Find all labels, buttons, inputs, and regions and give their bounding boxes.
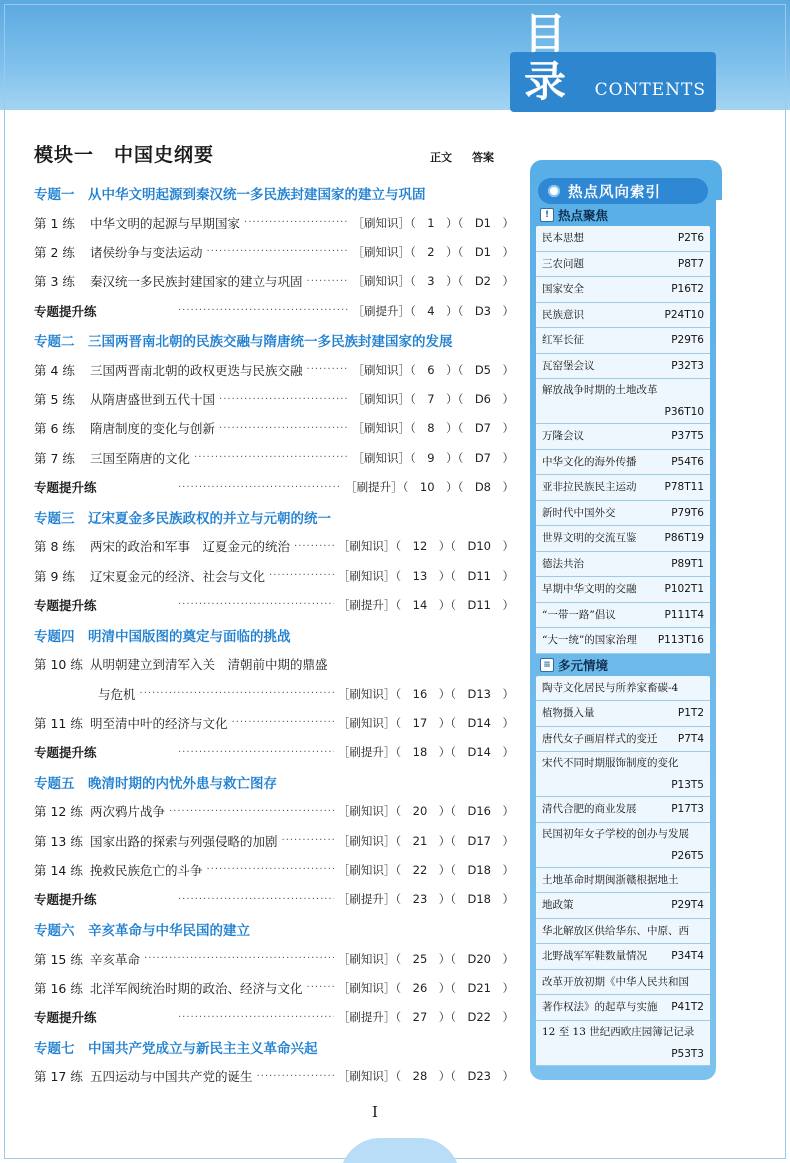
entry-title: 北洋军阀统治时期的政治、经济与文化 (90, 980, 303, 996)
index-item-page: P79T6 (671, 506, 704, 519)
index-item-name: 解放战争时期的土地改革 (542, 384, 658, 396)
section-title-text: 多元情境 (558, 657, 609, 673)
entry-title: 与危机 (98, 686, 136, 702)
index-item[interactable] (536, 868, 710, 894)
entry-title: 从隋唐盛世到五代十国 (90, 392, 216, 408)
index-item-page: P41T2 (671, 1001, 704, 1013)
topic-title[interactable]: 专题二 三国两晋南北朝的民族交融与隋唐统一多民族封建国家的发展 (34, 334, 453, 351)
toc-entry[interactable] (34, 267, 514, 296)
index-item[interactable] (536, 277, 710, 303)
index-item[interactable] (536, 752, 710, 797)
index-item[interactable] (536, 526, 710, 552)
entry-number: 第 17 练 (34, 1069, 83, 1085)
leader-dots (294, 541, 334, 552)
toc-entry[interactable] (34, 355, 514, 384)
index-item-name: 北野战军军鞋数量情况 (542, 950, 647, 962)
entry-number: 第 12 练 (34, 804, 83, 820)
leader-dots (144, 953, 334, 964)
entry-page-ref: ［刷知识］（ 13 ）（ D11 ） (337, 568, 514, 583)
toc-entry[interactable] (34, 472, 514, 501)
entry-number: 第 3 练 (34, 274, 75, 290)
index-item[interactable] (536, 424, 710, 450)
bottom-decoration (340, 1138, 460, 1163)
index-item-name: 民国初年女子学校的创办与发展 (542, 827, 689, 840)
index-item-page: P26T5 (671, 849, 704, 862)
toc-entry[interactable] (34, 679, 514, 708)
index-item[interactable] (536, 628, 710, 654)
panel-sections (536, 204, 710, 1066)
index-item[interactable] (536, 727, 710, 753)
toc-entry[interactable] (34, 296, 514, 325)
index-item[interactable] (536, 252, 710, 278)
leader-dots (178, 747, 334, 758)
leader-dots (169, 806, 334, 817)
index-item-name: 植物摄入量 (542, 707, 595, 719)
index-item[interactable] (536, 676, 710, 702)
entry-page-ref: ［刷知识］（ 1 ）（ D1 ） (352, 215, 514, 230)
entry-number: 第 16 练 (34, 980, 83, 996)
index-item-name: 万隆会议 (542, 430, 584, 442)
index-item-page: P17T3 (671, 803, 704, 815)
index-item[interactable] (536, 303, 710, 329)
column-text: 正文 (430, 151, 452, 164)
toc-entry[interactable] (34, 414, 514, 443)
leader-dots (140, 688, 334, 699)
index-item-name: 土地革命时期闽浙赣根据地土 (542, 873, 679, 886)
index-item-page: P78T11 (664, 481, 704, 493)
contents-title-en: CONTENTS (594, 80, 706, 100)
index-item-page: P89T1 (671, 557, 704, 570)
entry-number: 第 13 练 (34, 833, 83, 849)
module-title: 模块一 中国史纲要 (34, 144, 215, 166)
entry-page-ref: ［刷知识］（ 22 ）（ D18 ） (337, 862, 514, 877)
toc-entry[interactable] (34, 650, 514, 679)
index-item-page: P111T4 (664, 608, 704, 621)
index-item-name: 早期中华文明的交融 (542, 583, 637, 595)
toc-entry[interactable] (34, 532, 514, 561)
index-item-page: P102T1 (664, 583, 704, 595)
leader-dots (307, 982, 334, 993)
entry-page-ref: ［刷提升］（ 18 ）（ D14 ） (337, 745, 514, 760)
leader-dots (307, 276, 349, 287)
toc-entry[interactable] (34, 737, 514, 766)
index-item-name: 民本思想 (542, 232, 584, 244)
entry-number: 专题提升练 (34, 597, 97, 613)
entry-title: 三国至隋唐的文化 (90, 450, 191, 466)
topic-title[interactable]: 专题七 中国共产党成立与新民主主义革命兴起 (34, 1040, 318, 1057)
entry-number: 第 11 练 (34, 715, 83, 731)
index-item[interactable] (536, 552, 710, 578)
index-item-page: P1T2 (677, 707, 704, 719)
index-item-name: 亚非拉民族民主运动 (542, 481, 637, 493)
leader-dots (219, 394, 348, 405)
entry-title: 从明朝建立到清军入关 清朝前中期的鼎盛 (90, 657, 328, 673)
toc-entry[interactable] (34, 384, 514, 413)
index-items (536, 676, 710, 1066)
index-item-name: 宋代不同时期服饰制度的变化 (542, 757, 679, 769)
index-items (536, 226, 710, 654)
entry-number: 专题提升练 (34, 745, 97, 761)
bullet-icon (548, 185, 560, 197)
column-answer: 答案 (472, 151, 494, 164)
toc-entry[interactable] (34, 208, 514, 237)
leader-dots (178, 1012, 334, 1023)
topic-title[interactable]: 专题一 从中华文明起源到秦汉统一多民族封建国家的建立与巩固 (34, 187, 426, 203)
index-item-name: 陶寺文化居民与所养家畜碳-4 (542, 681, 679, 694)
index-item-page: P29T6 (671, 334, 704, 346)
alert-icon: ! (540, 208, 554, 222)
index-item-page: P24T10 (664, 308, 704, 321)
leader-dots (269, 570, 334, 581)
entry-number: 第 6 练 (34, 421, 75, 437)
entry-title: 明至清中叶的经济与文化 (90, 715, 228, 731)
index-item-name: “大一统”的国家治理 (542, 634, 637, 646)
index-item-page: P34T4 (671, 950, 704, 962)
contents-title: 目录 (524, 9, 569, 106)
entry-title: 中华文明的起源与早期国家 (90, 215, 241, 231)
entry-number: 第 10 练 (34, 657, 83, 673)
index-item[interactable] (536, 797, 710, 823)
entry-title: 国家出路的探索与列强侵略的加剧 (90, 833, 278, 849)
index-item[interactable] (536, 450, 710, 476)
entry-page-ref: ［刷知识］（ 28 ）（ D23 ） (337, 1069, 514, 1084)
page-number: I (372, 1103, 378, 1121)
index-item[interactable] (536, 919, 710, 945)
index-item[interactable] (536, 970, 710, 996)
entry-title: 两次鸦片战争 (90, 804, 166, 820)
topic-title[interactable]: 专题六 辛亥革命与中华民国的建立 (34, 922, 250, 939)
entry-number: 第 8 练 (34, 539, 75, 555)
entry-page-ref: ［刷知识］（ 16 ）（ D13 ） (337, 686, 514, 701)
entry-number: 第 4 练 (34, 362, 75, 378)
entry-page-ref: ［刷提升］（ 10 ）（ D8 ） (345, 480, 514, 495)
entry-number: 第 14 练 (34, 862, 83, 878)
index-item[interactable] (536, 475, 710, 501)
entry-page-ref: ［刷提升］（ 14 ）（ D11 ） (337, 597, 514, 612)
index-item-name: 华北解放区供给华东、中原、西 (542, 924, 689, 937)
column-headers (430, 149, 494, 165)
toc-entry[interactable] (34, 885, 514, 914)
entry-page-ref: ［刷知识］（ 2 ）（ D1 ） (352, 244, 514, 259)
index-item-name: “一带一路”倡议 (542, 608, 616, 621)
leader-dots (232, 717, 334, 728)
entry-page-ref: ［刷提升］（ 4 ）（ D3 ） (352, 303, 514, 318)
index-item-page: P37T5 (671, 430, 704, 442)
index-item-page: P8T7 (677, 257, 704, 270)
index-item-page: P86T19 (664, 532, 704, 544)
toc-entry[interactable] (34, 708, 514, 737)
panel-title-text: 热点风向索引 (568, 184, 661, 201)
index-item-name: 新时代中国外交 (542, 506, 616, 519)
index-item-name: 国家安全 (542, 283, 584, 295)
leader-dots (307, 364, 349, 375)
index-item[interactable] (536, 226, 710, 252)
entry-number: 第 2 练 (34, 244, 75, 260)
index-item-page: P7T4 (677, 732, 704, 745)
index-item-page: P32T3 (671, 359, 704, 372)
entry-number: 第 15 练 (34, 951, 83, 967)
entry-page-ref: ［刷知识］（ 6 ）（ D5 ） (352, 362, 514, 377)
entry-number: 第 1 练 (34, 215, 75, 231)
topics (34, 182, 514, 1091)
panel-title (538, 178, 708, 204)
image-icon: ≡ (540, 658, 554, 672)
entry-number: 第 7 练 (34, 450, 75, 466)
toc-entry[interactable] (34, 855, 514, 884)
leader-dots (207, 246, 349, 257)
toc-entry[interactable] (34, 237, 514, 266)
index-item-page: P53T3 (671, 1047, 704, 1060)
contents-title-box (510, 9, 716, 112)
toc-entry[interactable] (34, 590, 514, 619)
topic-title[interactable]: 专题三 辽宋夏金多民族政权的并立与元朝的统一 (34, 510, 331, 527)
entry-page-ref: ［刷提升］（ 27 ）（ D22 ） (337, 1010, 514, 1025)
entry-number: 专题提升练 (34, 1010, 97, 1026)
index-item-name: 中华文化的海外传播 (542, 455, 637, 468)
index-item[interactable] (536, 501, 710, 527)
index-item[interactable] (536, 893, 710, 919)
toc-entry[interactable] (34, 797, 514, 826)
leader-dots (282, 835, 334, 846)
leader-dots (207, 864, 334, 875)
entry-title: 五四运动与中国共产党的诞生 (90, 1069, 253, 1085)
entry-title: 辽宋夏金元的经济、社会与文化 (90, 568, 266, 584)
entry-page-ref: ［刷知识］（ 26 ）（ D21 ） (337, 980, 514, 995)
index-item[interactable] (536, 354, 710, 380)
index-item-name: 民族意识 (542, 308, 584, 321)
leader-dots (194, 452, 348, 463)
index-item-name: 12 至 13 世纪西欧庄园簿记记录 (542, 1025, 695, 1038)
entry-title: 诸侯纷争与变法运动 (90, 244, 203, 260)
section-title-text: 热点聚焦 (558, 208, 609, 223)
index-item[interactable] (536, 995, 710, 1021)
toc-entry[interactable] (34, 944, 514, 973)
entry-title: 挽救民族危亡的斗争 (90, 862, 203, 878)
toc-list (34, 140, 514, 1091)
section-title (536, 654, 710, 676)
entry-page-ref: ［刷提升］（ 23 ）（ D18 ） (337, 892, 514, 907)
index-item-name: 瓦窑堡会议 (542, 359, 595, 372)
entry-page-ref: ［刷知识］（ 25 ）（ D20 ） (337, 951, 514, 966)
index-item[interactable] (536, 379, 710, 424)
index-item-page: P16T2 (671, 283, 704, 295)
leader-dots (178, 894, 334, 905)
index-item[interactable] (536, 701, 710, 727)
topic-title[interactable]: 专题四 明清中国版图的奠定与面临的挑战 (34, 628, 291, 645)
entry-number: 第 9 练 (34, 568, 75, 584)
entry-page-ref: ［刷知识］（ 9 ）（ D7 ） (352, 450, 514, 465)
entry-number: 专题提升练 (34, 892, 97, 908)
entry-title: 隋唐制度的变化与创新 (90, 421, 216, 437)
entry-page-ref: ［刷知识］（ 7 ）（ D6 ） (352, 392, 514, 407)
index-item[interactable] (536, 577, 710, 603)
entry-title: 秦汉统一多民族封建国家的建立与巩固 (90, 274, 303, 290)
leader-dots (178, 599, 334, 610)
leader-dots (219, 423, 348, 434)
entry-page-ref: ［刷知识］（ 12 ）（ D10 ） (337, 539, 514, 554)
entry-page-ref: ［刷知识］（ 3 ）（ D2 ） (352, 274, 514, 289)
toc-entry[interactable] (34, 826, 514, 855)
index-item-page: P113T16 (657, 634, 704, 646)
hotspot-index-panel (530, 160, 716, 1080)
index-item-name: 世界文明的交流互鉴 (542, 532, 637, 544)
entry-number: 第 5 练 (34, 392, 75, 408)
index-item[interactable] (536, 328, 710, 354)
entry-page-ref: ［刷知识］（ 17 ）（ D14 ） (337, 715, 514, 730)
toc-entry[interactable] (34, 561, 514, 590)
index-item-page: P13T5 (671, 779, 704, 791)
leader-dots (257, 1071, 334, 1082)
index-item[interactable] (536, 823, 710, 868)
entry-title: 两宋的政治和军事 辽夏金元的统治 (90, 539, 291, 555)
toc-entry[interactable] (34, 1003, 514, 1032)
toc-entry[interactable] (34, 973, 514, 1002)
topic-title[interactable]: 专题五 晚清时期的内忧外患与救亡图存 (34, 775, 277, 792)
leader-dots (178, 305, 349, 316)
entry-page-ref: ［刷知识］（ 8 ）（ D7 ） (352, 421, 514, 436)
index-item-page: P29T4 (671, 899, 704, 911)
entry-page-ref: ［刷知识］（ 21 ）（ D17 ） (337, 833, 514, 848)
index-item[interactable] (536, 944, 710, 970)
leader-dots (244, 217, 348, 228)
module-header (34, 140, 514, 178)
entry-number: 专题提升练 (34, 303, 97, 319)
index-item-page: P36T10 (664, 406, 704, 418)
index-item-page: P54T6 (671, 455, 704, 468)
toc-entry[interactable] (34, 443, 514, 472)
index-item[interactable] (536, 603, 710, 629)
index-item[interactable] (536, 1021, 710, 1066)
index-item-name: 改革开放初期《中华人民共和国 (542, 975, 689, 988)
entry-page-ref: ［刷知识］（ 20 ）（ D16 ） (337, 804, 514, 819)
index-item-name: 德法共治 (542, 557, 584, 570)
index-item-name: 唐代女子画眉样式的变迁 (542, 732, 658, 745)
leader-dots (178, 482, 341, 493)
index-item-name: 清代合肥的商业发展 (542, 803, 637, 815)
index-item-name: 三农问题 (542, 257, 584, 270)
index-item-name: 地政策 (542, 899, 574, 911)
entry-title: 三国两晋南北朝的政权更迭与民族交融 (90, 362, 303, 378)
toc-entry[interactable] (34, 1062, 514, 1091)
index-item-name: 红军长征 (542, 334, 584, 346)
index-item-page: P2T6 (677, 232, 704, 244)
index-item-name: 著作权法》的起草与实施 (542, 1001, 658, 1013)
section-title (536, 204, 710, 226)
entry-number: 专题提升练 (34, 480, 97, 496)
entry-title: 辛亥革命 (90, 951, 141, 967)
